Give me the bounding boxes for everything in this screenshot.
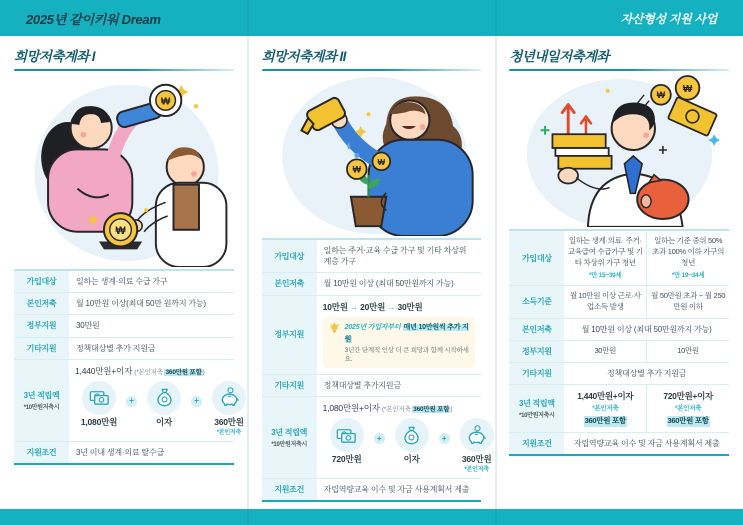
government-support-row	[262, 296, 482, 376]
accumulation-detail	[69, 360, 257, 441]
svg-text:₩: ₩	[683, 83, 693, 95]
row-value: 정책대상별 추가 지원금	[607, 368, 687, 378]
row-value: 월 10만원 이상 (최대 50만원까지 가능)	[323, 279, 454, 289]
lightbulb-icon	[328, 322, 341, 335]
row-label: 지원조건	[509, 433, 564, 454]
info-table	[509, 229, 729, 456]
telescope-coin-illustration	[18, 71, 230, 267]
svg-text:₩: ₩	[160, 96, 171, 108]
table-row	[262, 273, 482, 295]
money-bag-icon	[395, 418, 429, 452]
table-row	[509, 363, 729, 385]
row-label: 정부지원	[262, 296, 317, 375]
row-label: 기타지원	[509, 363, 564, 384]
government-row	[509, 341, 729, 363]
brand-title: 2025년 같이키워 Dream	[26, 11, 161, 27]
row-value: 30만원	[76, 321, 100, 331]
plus-icon: +	[439, 433, 450, 444]
row-label: 소득기준	[509, 286, 564, 318]
amount-icons: 1,080만원 + 이자 + 360만원 *본인저축	[75, 381, 253, 436]
table-row	[262, 375, 482, 397]
panels-container	[0, 36, 743, 509]
table-row	[14, 338, 234, 360]
panel-hope-savings-2	[248, 36, 496, 509]
condition-row	[509, 433, 729, 454]
illustration-wrap	[14, 71, 234, 267]
row-value: 정책대상별 추가 지원금	[76, 343, 156, 353]
government-support-detail	[317, 296, 482, 375]
row-value: 자립역량교육 이수 및 자금 사용계획서 제출	[323, 485, 470, 495]
accumulation-col2: 720만원+이자 *본인저축 360만원 포함	[646, 385, 729, 432]
illustration-wrap	[509, 71, 729, 227]
table-row	[509, 319, 729, 341]
table-row	[262, 240, 482, 273]
row-value: 자립역량교육 이수 및 자금 사용계획서 제출	[573, 438, 720, 448]
banknotes-icon	[330, 418, 364, 452]
svg-text:₩: ₩	[377, 157, 385, 167]
youth-passbook-illustration	[513, 71, 725, 227]
condition-row	[262, 479, 482, 500]
plus-icon: +	[374, 433, 385, 444]
step-amounts: 10만원 → 20만원 → 30만원	[322, 301, 423, 312]
row-label: 본인저축	[14, 293, 69, 314]
row-value: 정책대상별 추가지원금	[323, 381, 401, 391]
income-col2: 월 50만원 초과 ~ 월 250만원 이하	[646, 286, 729, 318]
table-row	[14, 271, 234, 293]
bottom-bar	[0, 509, 743, 525]
svg-text:₩: ₩	[115, 225, 126, 238]
total-amount: 1,440만원+이자 (*본인저축 360만원 포함)	[75, 365, 205, 376]
arrow-right-icon: →	[349, 301, 359, 312]
tip-note: 2025년 가입자부터 매년 10만원씩 추가 지원 3년간 단계적 인상 더 큰 희망과 함께 시작하세요.	[323, 317, 476, 368]
accumulation-col1: 1,440만원+이자 *본인저축 360만원 포함	[577, 391, 634, 425]
panel-youth-savings	[495, 36, 743, 509]
row-label: 지원조건	[14, 442, 69, 463]
accumulation-row	[262, 397, 492, 479]
gov-col1: 30만원	[594, 346, 617, 356]
eligibility-col2: 일하는 기준 중위 50% 초과 100% 이하 가구의 청년 *만 19~34세	[646, 231, 729, 285]
row-value: 일하는 생계·의료 수급 가구	[76, 277, 168, 286]
plus-icon: +	[126, 396, 137, 407]
total-amount: 1,080만원+이자 (*본인저축 360만원 포함)	[322, 403, 453, 414]
row-label: 3년 적립액 *10만원저축시	[509, 385, 564, 432]
banknotes-icon	[82, 381, 116, 415]
accumulation-detail	[317, 397, 505, 478]
arrow-right-icon: →	[387, 301, 396, 312]
table-row	[14, 315, 234, 337]
row-value: 3년 이내 생계·의료 탈수급	[76, 447, 165, 457]
eligibility-col1: 일하는 생계·의료· 주거·교육급여 수급가구 및 기타 차상위 가구 청년 *만 15~39세	[567, 236, 643, 279]
row-label: 가입대상	[262, 240, 317, 272]
row-label: 본인저축	[262, 273, 317, 294]
row-label: 정부지원	[14, 315, 69, 336]
piggy-bank-icon	[460, 418, 494, 452]
accumulation-row	[509, 385, 729, 433]
income-row	[509, 286, 729, 319]
row-label: 3년 적립액 *10만원저축시	[262, 397, 317, 478]
plus-icon: +	[191, 396, 202, 407]
row-label: 가입대상	[509, 231, 564, 285]
info-table	[262, 238, 492, 502]
row-value: 월 10만원 이상 (최대 50만원까지 가능)	[581, 324, 712, 334]
gov-col2: 10만원	[646, 341, 729, 362]
eligibility-row	[509, 231, 729, 286]
row-label: 본인저축	[509, 319, 564, 340]
svg-text:₩: ₩	[656, 90, 666, 101]
svg-text:₩: ₩	[352, 164, 361, 175]
condition-row	[14, 442, 234, 463]
panel-title: 청년내일저축계좌	[509, 49, 609, 64]
fold-line	[495, 0, 497, 525]
row-label: 기타지원	[14, 338, 69, 359]
info-table	[14, 269, 244, 465]
panel-title: 희망저축계좌 II	[261, 49, 346, 64]
row-label: 지원조건	[262, 479, 317, 500]
table-row	[14, 293, 234, 315]
piggy-bank-icon	[212, 381, 246, 415]
row-label: 정부지원	[509, 341, 564, 362]
row-value: 월 10만원 이상(최대 50만 원까지 가능)	[76, 299, 206, 309]
illustration-wrap	[262, 71, 482, 236]
fold-line	[247, 0, 249, 525]
panel-title: 희망저축계좌 I	[14, 49, 95, 64]
program-title: 자산형성 지원 사업	[620, 11, 717, 26]
top-bar	[0, 0, 743, 36]
panel-hope-savings-1	[0, 36, 248, 509]
row-label: 가입대상	[14, 271, 69, 292]
row-value: 일하는 주거·교육 수급 가구 및 기타 차상위 계층 가구	[323, 246, 467, 267]
amount-icons: 720만원 + 이자 + 360만원 *본인저축	[323, 418, 501, 473]
income-col1: 월 10만원 이상 근로·사업소득 발생	[569, 291, 641, 311]
row-label: 기타지원	[262, 375, 317, 396]
money-bag-icon	[147, 381, 181, 415]
row-label: 3년 적립액 *10만원저축시	[14, 360, 69, 441]
accumulation-row	[14, 360, 244, 442]
watering-money-plant-illustration	[266, 71, 478, 236]
